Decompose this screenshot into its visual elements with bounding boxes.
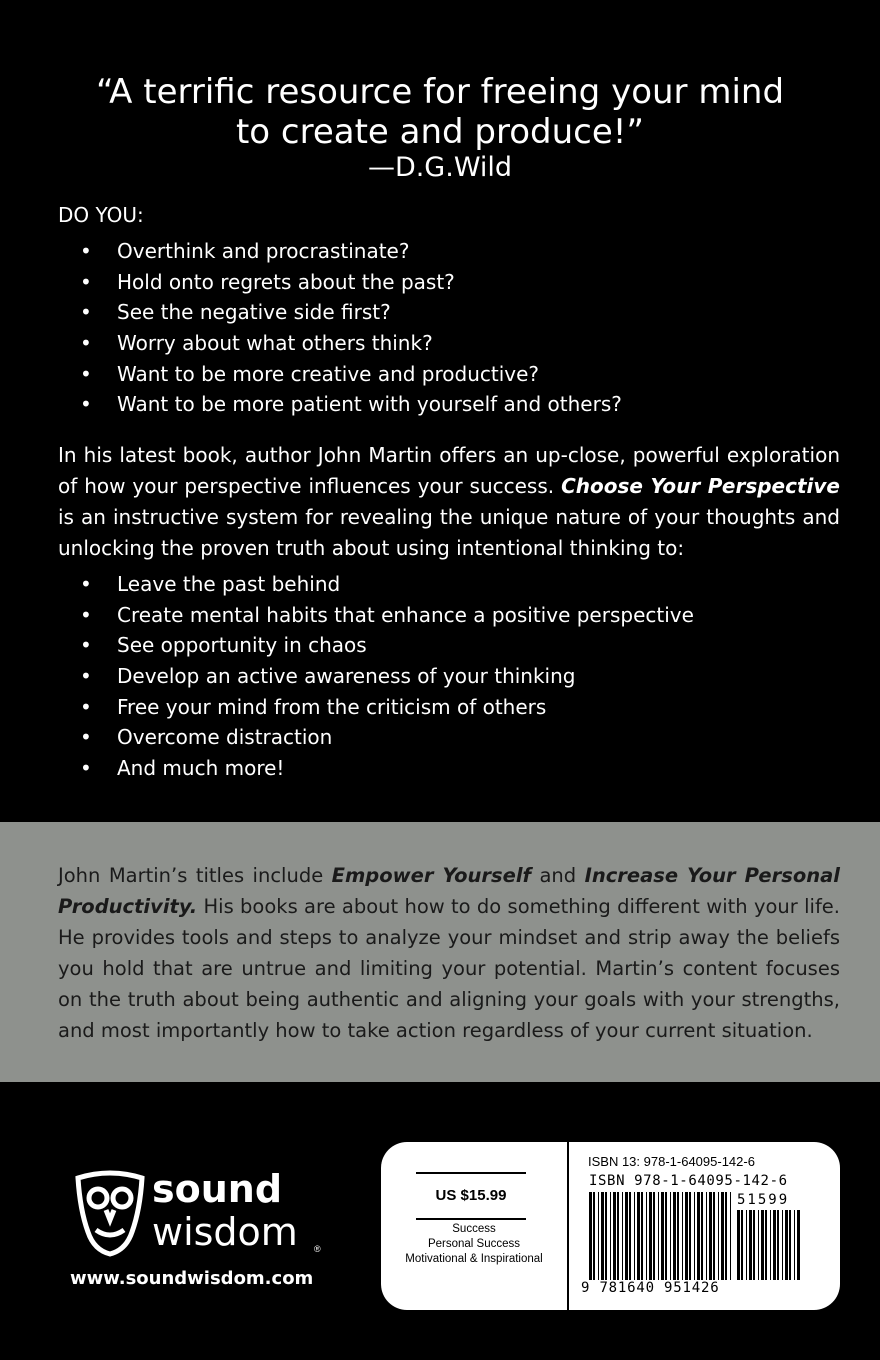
bullet-icon: • [80, 392, 92, 417]
bullet-icon: • [80, 300, 92, 325]
list-item: • Free your mind from the criticism of others [80, 692, 860, 723]
barcode-bar [601, 1192, 604, 1280]
bullet-icon: • [80, 633, 92, 658]
barcode-bar [753, 1210, 755, 1280]
category-item: Motivational & Inspirational [405, 1253, 543, 1265]
barcode-bar [653, 1192, 655, 1280]
bullet-icon: • [80, 239, 92, 263]
publisher-url: www.soundwisdom.com [70, 1268, 314, 1289]
barcode-bar [625, 1192, 628, 1280]
barcode-bar [673, 1192, 676, 1280]
barcode-bar [641, 1192, 643, 1280]
barcode-bar [682, 1192, 683, 1280]
list-item: • And much more! [80, 753, 860, 784]
barcode-bar [685, 1192, 688, 1280]
author-bio: John Martin’s titles include Empower Yourself and Increase Your Personal Productivity. His books are about how to do something different with your life. He provides tools and steps to analyze your mindset and strip away the beliefs you hold that are untrue and limiting your potential. Martin’s content focuses on the truth about being authentic and aligning your goals with your strengths, and most importantly how to take action regardless of your current situation. [58, 864, 840, 1042]
list-item: • See opportunity in chaos [80, 630, 860, 661]
isbn-13-label: ISBN 13: 978-1-64095-142-6 [588, 1154, 755, 1169]
price-barcode-card [381, 1142, 840, 1310]
list-item: • Develop an active awareness of your thinking [80, 661, 860, 692]
list-item: • Hold onto regrets about the past? [80, 267, 860, 298]
barcode-digits: 9 781640 951426 [581, 1280, 720, 1296]
barcode-bar [773, 1210, 776, 1280]
blurb-quote [0, 72, 880, 152]
barcode-bar [789, 1210, 791, 1280]
bullet-icon: • [80, 361, 92, 386]
list-item: • Leave the past behind [80, 569, 860, 600]
bullet-icon: • [80, 572, 92, 596]
list-item: • Overthink and procrastinate? [80, 236, 860, 267]
category-item: Personal Success [427, 1238, 521, 1250]
bullet-icon: • [80, 269, 92, 294]
benefits-list [80, 569, 860, 784]
barcode-bar [670, 1192, 671, 1280]
barcode-bar [649, 1192, 652, 1280]
isbn-barcode-icon [589, 1192, 733, 1280]
card-divider [567, 1142, 569, 1310]
quote-line-2: to create and produce!” [235, 112, 645, 152]
barcode-bar [730, 1192, 731, 1280]
barcode-bar [709, 1192, 712, 1280]
barcode-bar [665, 1192, 667, 1280]
barcode-bar [694, 1192, 695, 1280]
do-you-heading: DO YOU: [58, 203, 144, 227]
list-item: • Want to be more creative and productive? [80, 359, 860, 390]
barcode-bar [646, 1192, 647, 1280]
barcode-bar [746, 1210, 747, 1280]
barcode-bar [697, 1192, 700, 1280]
barcode-bar [794, 1210, 795, 1280]
price-code: 51599 [737, 1192, 790, 1208]
barcode-bar [622, 1192, 623, 1280]
barcode-bar [721, 1192, 724, 1280]
bullet-icon: • [80, 756, 92, 781]
list-item: • Overcome distraction [80, 722, 860, 753]
barcode-bar [777, 1210, 779, 1280]
barcode-bar [741, 1210, 743, 1280]
barcode-bar [713, 1192, 715, 1280]
barcode-bar [765, 1210, 767, 1280]
barcode-bar [770, 1210, 771, 1280]
book-title: Choose Your Perspective [561, 474, 840, 498]
barcode-bar [617, 1192, 619, 1280]
bullet-icon: • [80, 694, 92, 719]
barcode-bar [718, 1192, 719, 1280]
barcode-bar [677, 1192, 679, 1280]
bio-title-1: Empower Yourself [331, 864, 532, 887]
price-barcode-icon [737, 1210, 803, 1280]
barcode-bar [605, 1192, 607, 1280]
price-label: US $15.99 [416, 1172, 526, 1220]
bullet-icon: • [80, 664, 92, 689]
registered-mark: ® [314, 1244, 321, 1254]
barcode-bar [598, 1192, 599, 1280]
barcode-bar [782, 1210, 783, 1280]
barcode-bar [725, 1192, 727, 1280]
barcode-bar [785, 1210, 788, 1280]
intro-paragraph: In his latest book, author John Martin offers an up-close, powerful exploration of how your perspective influences your success. Choose Your Perspective is an instructive system for revealing the unique nature of your thoughts and unlocking the proven truth about using intentional thinking to: [58, 443, 840, 560]
barcode-bar [661, 1192, 664, 1280]
barcode-bar [797, 1210, 800, 1280]
quote-line-1: “A terrific resource for freeing your mind [95, 72, 785, 112]
bullet-icon: • [80, 602, 92, 627]
barcode-bar [689, 1192, 691, 1280]
quote-attribution: —D.G.Wild [367, 152, 513, 183]
barcode-bar [637, 1192, 640, 1280]
barcode-bar [589, 1192, 592, 1280]
publisher-name-sound: sound [152, 1167, 283, 1211]
barcode-bar [593, 1192, 595, 1280]
category-item: Success [452, 1223, 496, 1235]
barcode-bar [701, 1192, 703, 1280]
list-item: • Create mental habits that enhance a positive perspective [80, 600, 860, 631]
barcode-bar [758, 1210, 759, 1280]
publisher-name-wisdom: wisdom [152, 1210, 298, 1254]
barcode-bar [761, 1210, 764, 1280]
barcode-bar [613, 1192, 616, 1280]
bullet-icon: • [80, 331, 92, 356]
bio-title-2: Increase Your Personal Productivity. [58, 864, 840, 918]
bullet-icon: • [80, 725, 92, 750]
barcode-bar [658, 1192, 659, 1280]
barcode-bar [629, 1192, 631, 1280]
list-item: • See the negative side first? [80, 297, 860, 328]
do-you-list [80, 236, 860, 420]
barcode-bar [737, 1210, 740, 1280]
barcode-bar [634, 1192, 635, 1280]
isbn-barcode-text: ISBN 978-1-64095-142-6 [589, 1173, 788, 1189]
list-item: • Worry about what others think? [80, 328, 860, 359]
barcode-bar [610, 1192, 611, 1280]
barcode-bar [749, 1210, 752, 1280]
list-item: • Want to be more patient with yourself and others? [80, 389, 860, 420]
barcode-bar [706, 1192, 707, 1280]
category-list [381, 1222, 567, 1267]
